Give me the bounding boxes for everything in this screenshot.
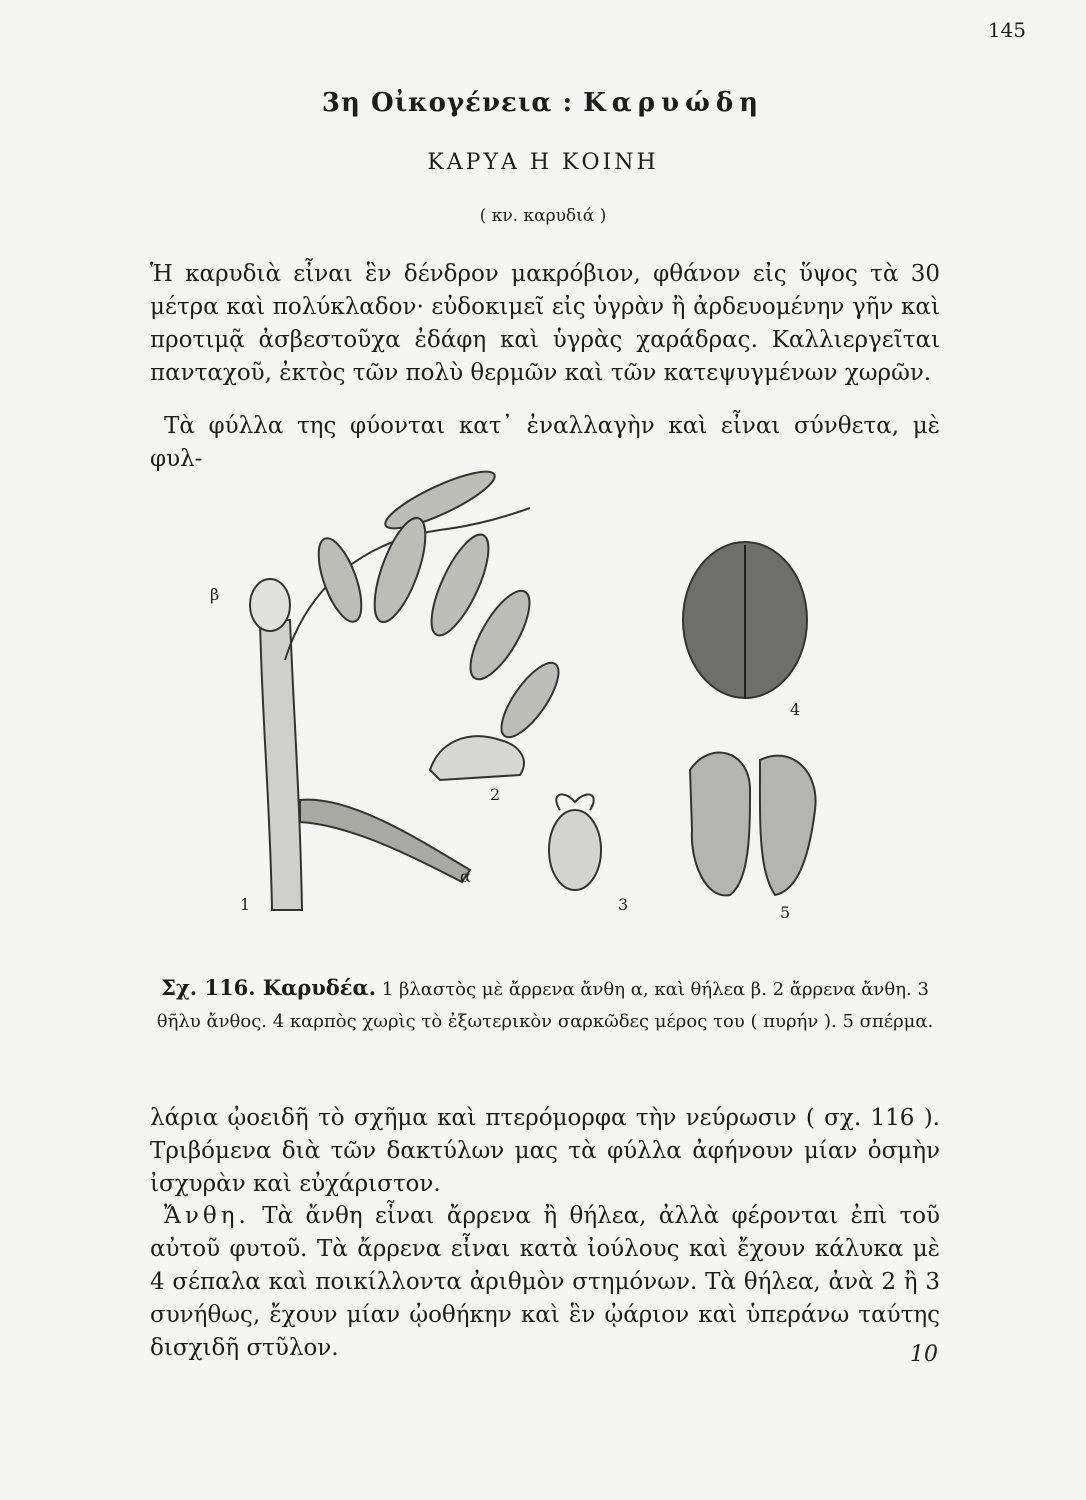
walnut-figure xyxy=(190,470,870,950)
leaflet xyxy=(380,470,501,538)
label-alpha: α xyxy=(460,867,471,886)
branch-stem xyxy=(260,620,302,910)
male-flower xyxy=(430,736,524,780)
flowers-lead: Ἄνθη. xyxy=(164,1203,250,1229)
flowers-text: Τὰ ἄνθη εἶναι ἄρρενα ἢ θήλεα, ἀλλὰ φέρονται ἐπὶ τοῦ αὐτοῦ φυτοῦ. Τὰ ἄρρενα εἶναι κατὰ ἰούλους καὶ ἔχουν κάλυκα μὲ 4 σέπαλα καὶ ποικίλλοντα ἀριθμὸν στημόνων. Τὰ θήλεα, ἀνὰ 2 ἢ 3 συνήθως, ἔχουν μίαν ᾠοθήκην καὶ ἓν ᾠάριον καὶ ὑπεράνω ταύτης δισχιδῆ στῦλον. xyxy=(150,1203,941,1361)
label-beta: β xyxy=(210,585,220,604)
male-catkin xyxy=(300,800,470,882)
label-5: 5 xyxy=(780,903,791,922)
family-prefix: 3η Οἰκογένεια : xyxy=(321,88,574,118)
caption-label: Σχ. 116. Καρυδέα. xyxy=(161,975,377,1000)
label-3: 3 xyxy=(618,895,629,914)
species-title: ΚΑΡΥΑ Η ΚΟΙΝΗ xyxy=(427,150,659,175)
label-1: 1 xyxy=(240,895,251,914)
leaflet xyxy=(364,512,435,628)
family-heading xyxy=(0,88,1086,118)
paragraph-leaves-start: Τὰ φύλλα της φύονται κατ᾽ ἐναλλαγὴν καὶ εἶναι σύνθετα, μὲ φυλ- xyxy=(150,413,940,472)
leaflet xyxy=(310,533,370,627)
page-number: 145 xyxy=(987,18,1026,42)
signature-mark: 10 xyxy=(910,1342,938,1367)
paragraph-flowers xyxy=(150,1200,940,1365)
figure-caption xyxy=(150,972,940,1038)
family-name: Καρυώδη xyxy=(583,88,765,118)
leaflet xyxy=(492,655,569,745)
female-flower-cluster xyxy=(250,579,290,631)
label-4: 4 xyxy=(790,700,801,719)
walnut-kernel xyxy=(690,753,750,896)
paragraph-intro: Ἡ καρυδιὰ εἶναι ἓν δένδρον μακρόβιον, φθάνον εἰς ὕψος τὰ 30 μέτρα καὶ πολύκλαδον· εὐδοκιμεῖ εἰς ὑγρὰν ἢ ἀρδευομένην γῆν καὶ προτιμᾷ ἀσβεστοῦχα ἐδάφη καὶ ὑγρὰς χαράδρας. Καλλιεργεῖται πανταχοῦ, ἐκτὸς τῶν πολὺ θερμῶν καὶ τῶν κατεψυγμένων χωρῶν. xyxy=(150,261,940,386)
label-2: 2 xyxy=(490,785,501,804)
common-name: ( κν. καρυδιά ) xyxy=(479,206,607,226)
female-flower xyxy=(549,810,601,890)
caption-text: 1 βλαστὸς μὲ ἄρρενα ἄνθη α, καὶ θήλεα β. 2 ἄρρενα ἄνθη. 3 θῆλυ ἄνθος. 4 καρπὸς χωρὶς τὸ ἐξωτερικὸν σαρκῶδες μέρος του ( πυρήν ). 5 σπέρμα. xyxy=(156,979,934,1032)
paragraph-leaves-end: λάρια ᾠοειδῆ τὸ σχῆμα καὶ πτερόμορφα τὴν νεύρωσιν ( σχ. 116 ). Τριβόμενα διὰ τῶν δακτύλων μας τὰ φύλλα ἀφήνουν μίαν ὀσμὴν ἰσχυρὰν καὶ εὐχάριστον. xyxy=(150,1105,940,1197)
